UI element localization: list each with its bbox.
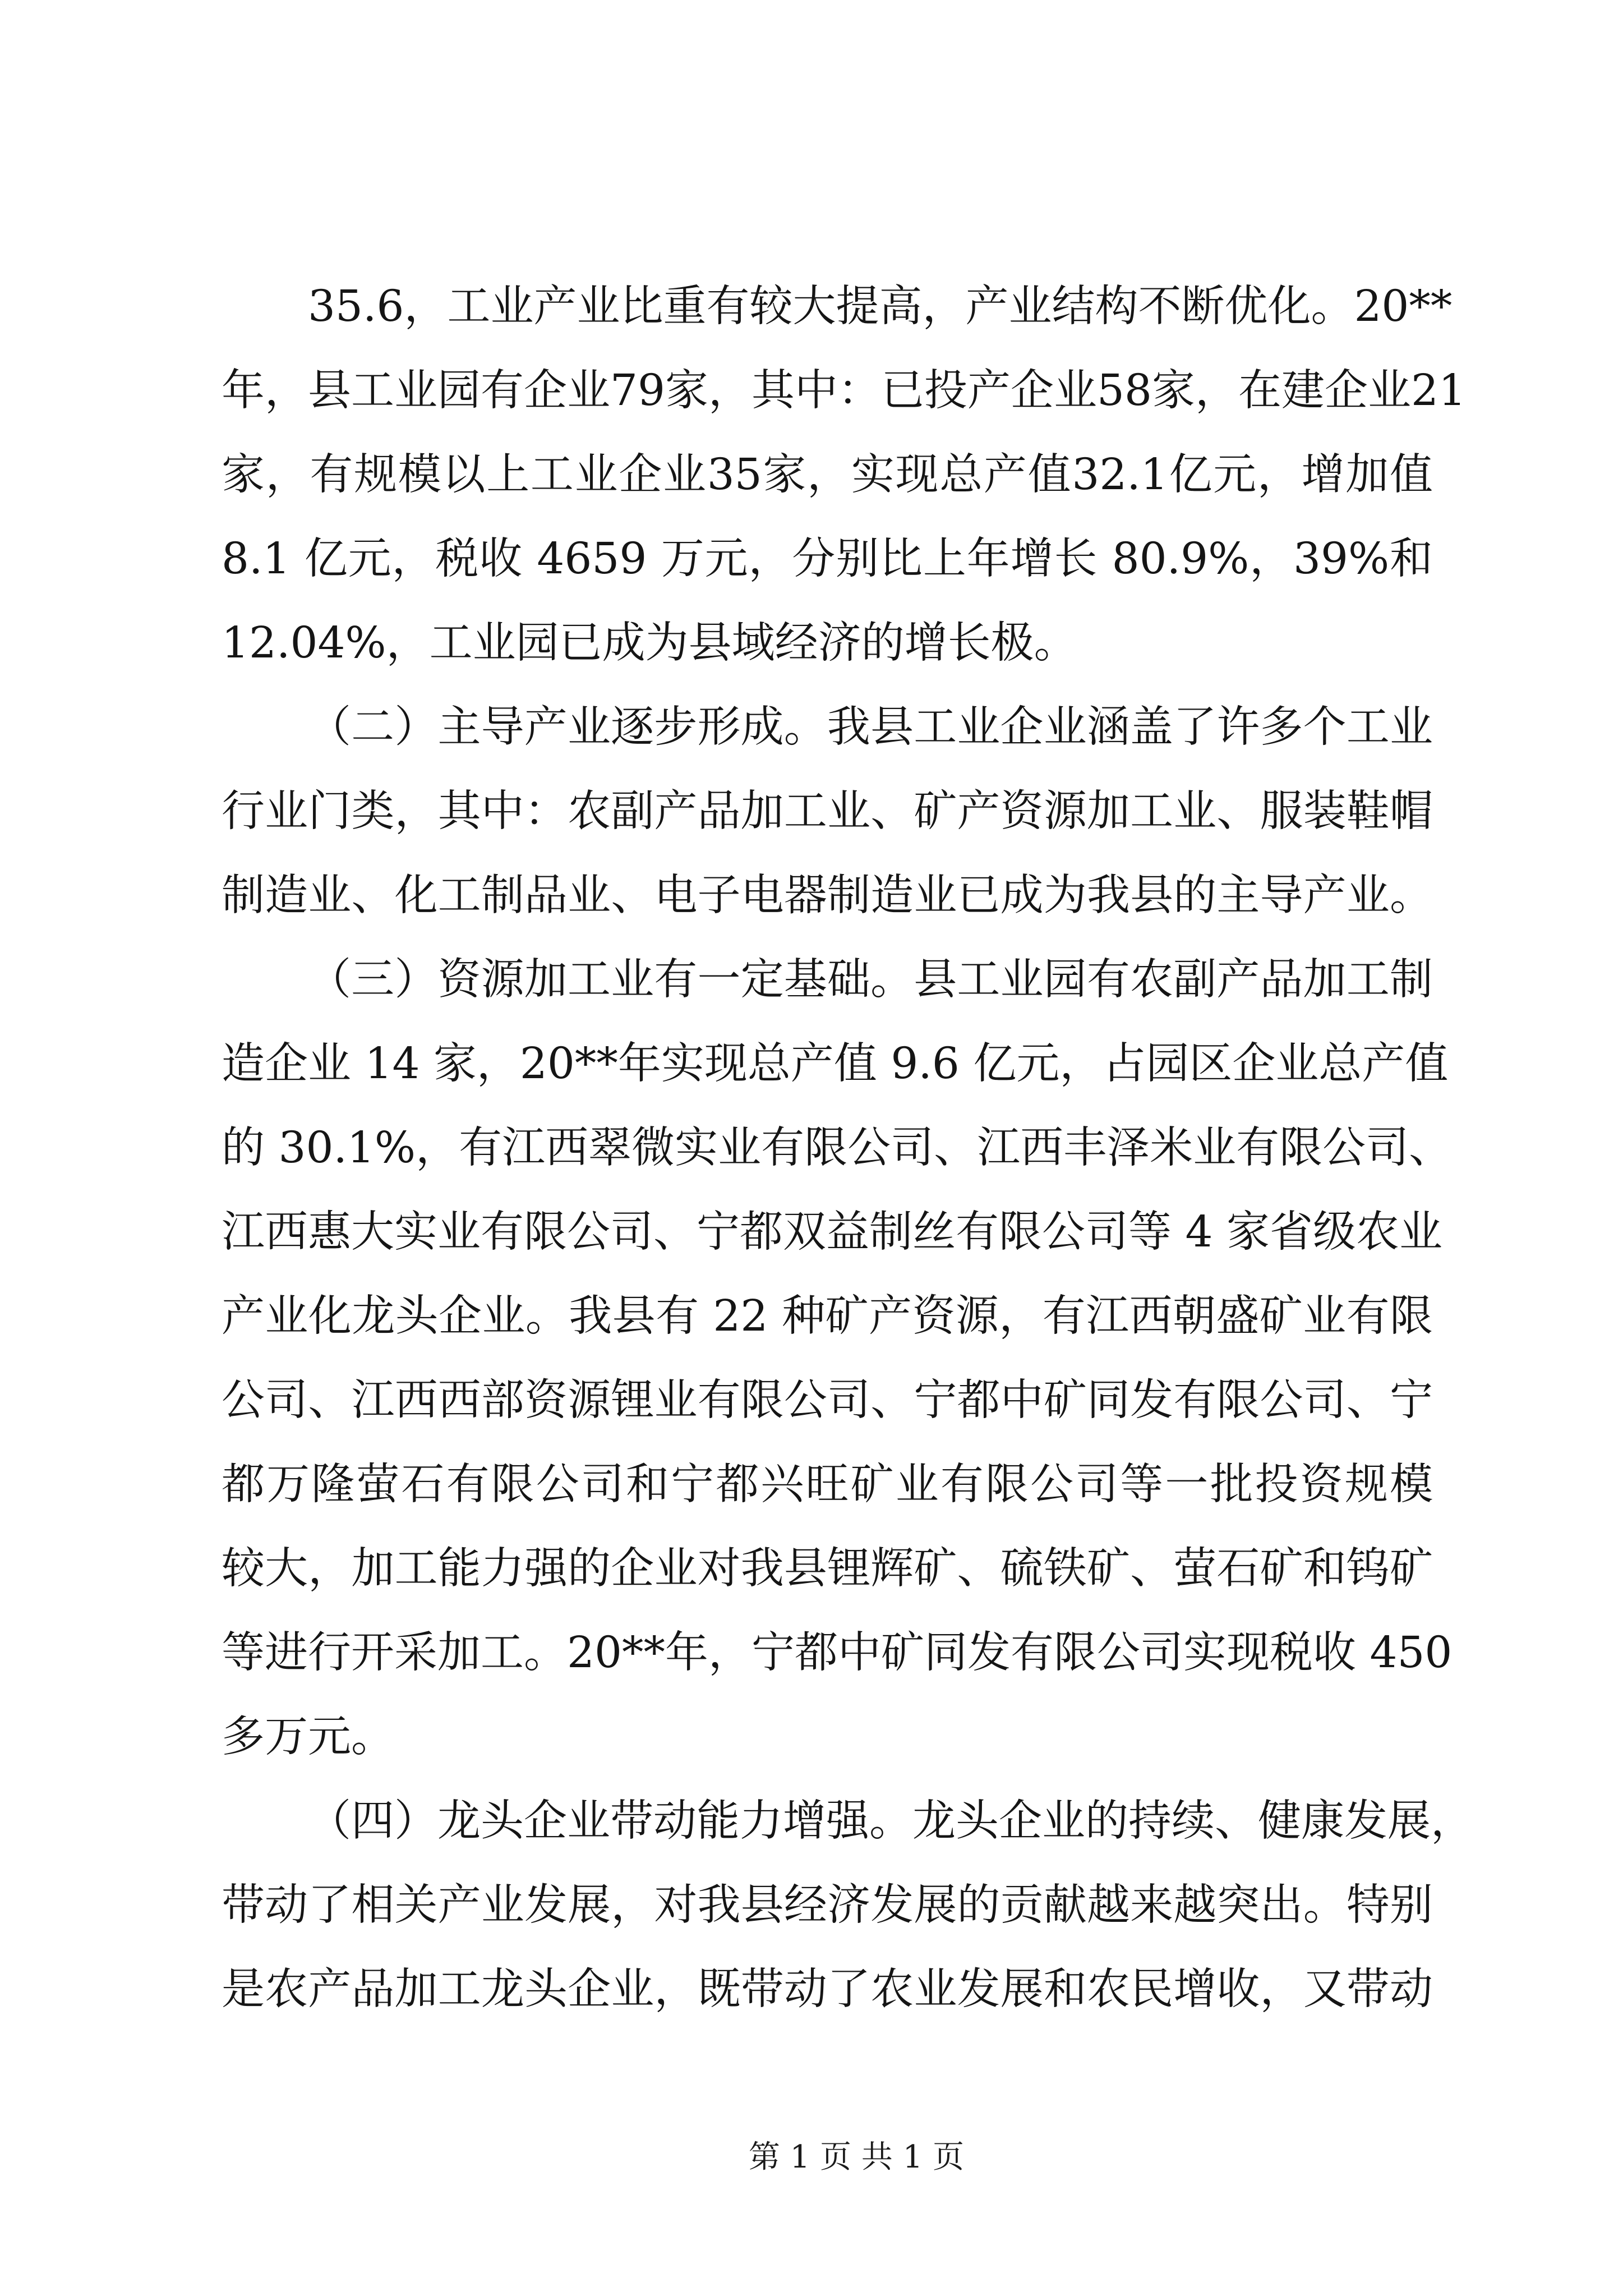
text-line: 江西惠大实业有限公司、宁都双益制丝有限公司等 4 家省级农业 — [222, 1207, 1442, 1257]
text-line: 多万元。 — [222, 1712, 394, 1762]
text-line: 公司、江西西部资源锂业有限公司、宁都中矿同发有限公司、宁 — [222, 1375, 1433, 1425]
text-line: 是农产品加工龙头企业，既带动了农业发展和农民增收，又带动 — [222, 1964, 1433, 2014]
text-line: 35.6，工业产业比重有较大提高，产业结构不断优化。20** — [308, 282, 1453, 332]
text-line: 等进行开采加工。20**年，宁都中矿同发有限公司实现税收 450 — [222, 1628, 1453, 1678]
paragraph-leading-industries — [222, 685, 1433, 938]
text-line: 造企业 14 家，20**年实现总产值 9.6 亿元，占园区企业总产值 — [222, 1039, 1449, 1089]
text-line: 8.1 亿元，税收 4659 万元，分别比上年增长 80.9%，39%和 — [222, 534, 1433, 584]
page-footer: 第 1 页 共 1 页 — [748, 2139, 965, 2175]
paragraph-industrial-park — [222, 265, 1466, 685]
text-line: 12.04%，工业园已成为县域经济的增长极。 — [222, 618, 1077, 668]
text-line: 制造业、化工制品业、电子电器制造业已成为我县的主导产业。 — [222, 871, 1433, 921]
text-line: 的 30.1%，有江西翠微实业有限公司、江西丰泽米业有限公司、 — [222, 1123, 1453, 1173]
text-line: （二）主导产业逐步形成。我县工业企业涵盖了许多个工业 — [308, 702, 1433, 752]
document-body — [222, 265, 1474, 2032]
paragraph-resource-processing — [222, 938, 1453, 1779]
text-line: 家，有规模以上工业企业35家，实现总产值32.1亿元，增加值 — [222, 450, 1433, 500]
text-line: 产业化龙头企业。我县有 22 种矿产资源，有江西朝盛矿业有限 — [222, 1291, 1433, 1341]
text-line: （三）资源加工业有一定基础。县工业园有农副产品加工制 — [308, 955, 1433, 1005]
text-line: （四）龙头企业带动能力增强。龙头企业的持续、健康发展， — [308, 1796, 1474, 1846]
text-line: 年，县工业园有企业79家，其中：已投产企业58家，在建企业21 — [222, 366, 1466, 416]
text-line: 较大，加工能力强的企业对我县锂辉矿、硫铁矿、萤石矿和钨矿 — [222, 1544, 1433, 1594]
text-line: 都万隆萤石有限公司和宁都兴旺矿业有限公司等一批投资规模 — [222, 1460, 1433, 1510]
paragraph-leading-enterprises — [222, 1779, 1474, 2032]
text-line: 带动了相关产业发展，对我县经济发展的贡献越来越突出。特别 — [222, 1880, 1433, 1930]
text-line: 行业门类，其中：农副产品加工业、矿产资源加工业、服装鞋帽 — [222, 786, 1433, 836]
